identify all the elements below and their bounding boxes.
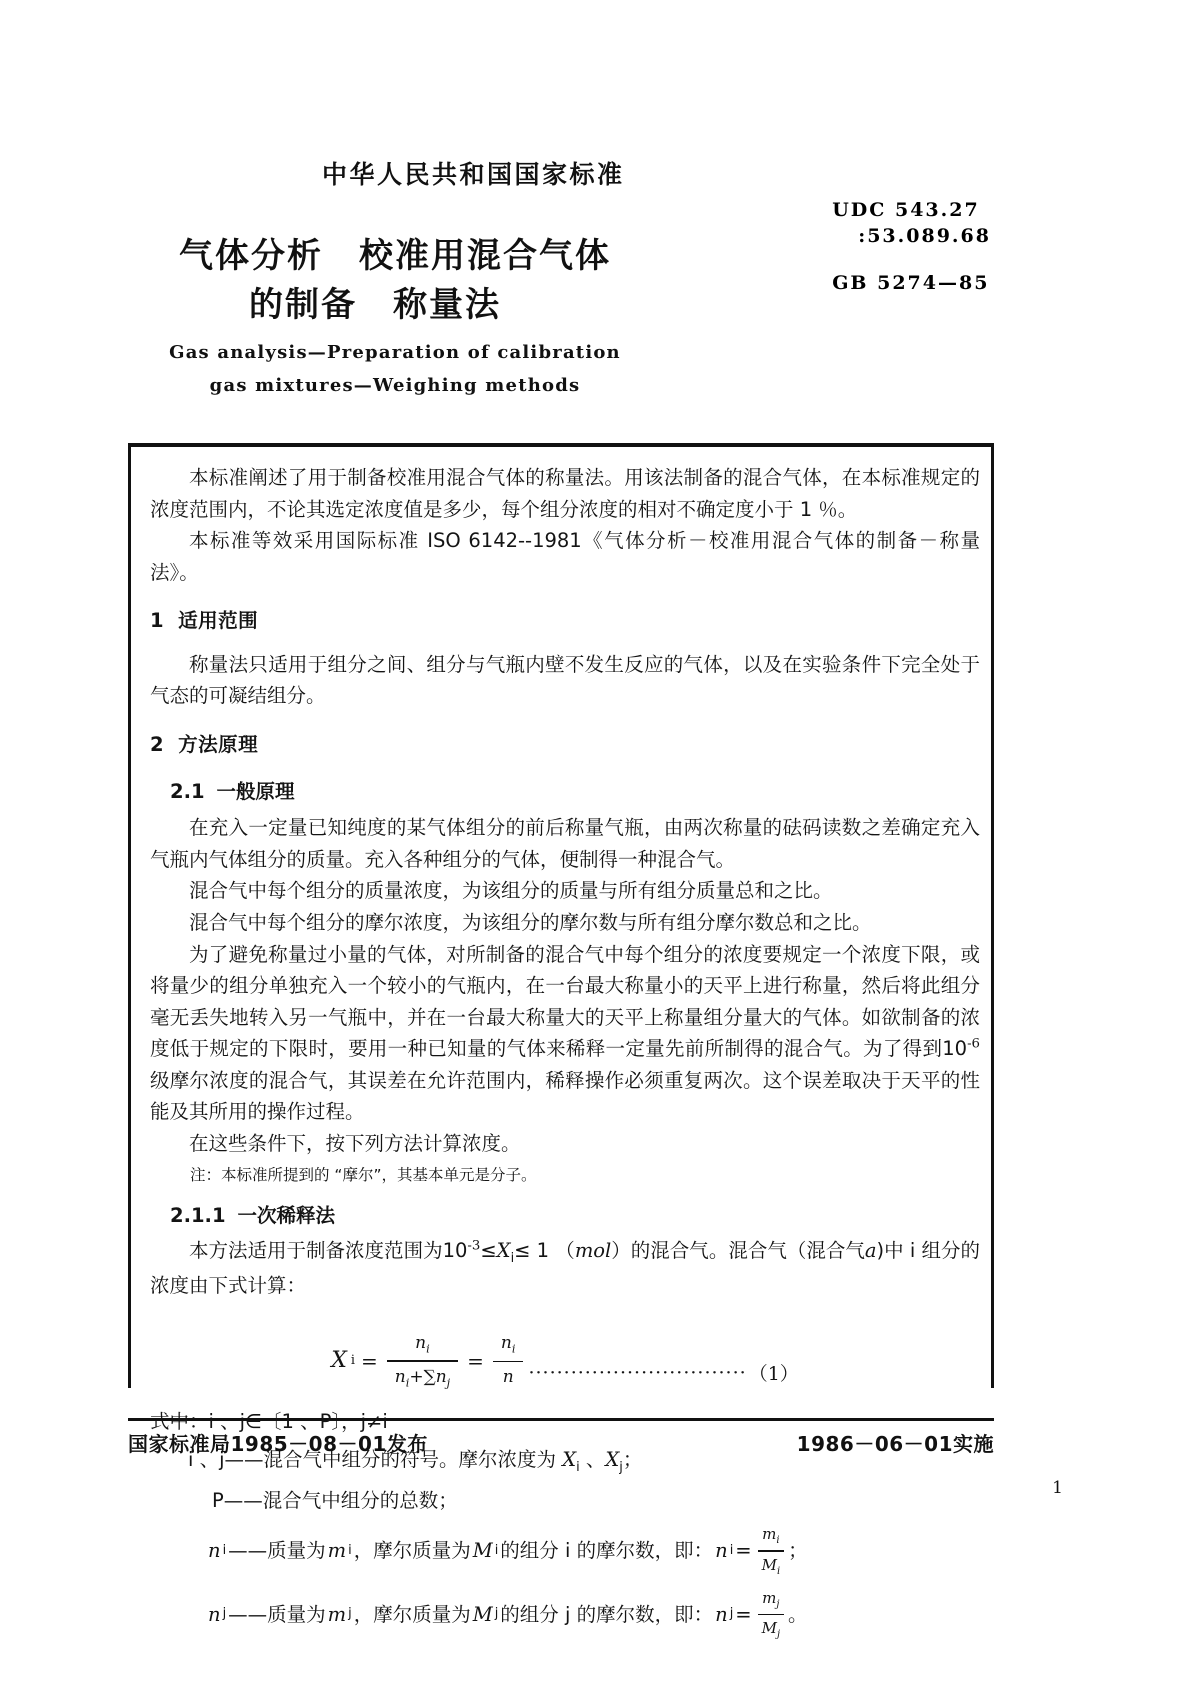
para4-part-a: 为了避免称量过小量的气体，对所制备的混合气中每个组分的浓度要规定一个浓度下限，或将量少的组分单独充入一个较小的气瓶内，在一台最大称量小的天平上进行称量，然后将此组分毫无丢失地转入另一气瓶中，并在一台最大称量大的天平上称量组分量大的气体。如欲制备的浓度低于规定的下限时，要用一种已知量的气体来稀释一定量先前所制得的混合气。为了得到10: [150, 942, 980, 1061]
section-1-paragraph-1: 称量法只适用于组分之间、组分与气瓶内壁不发生反应的气体，以及在实验条件下完全处于气态的可凝结组分。: [150, 652, 980, 708]
section-2-1-1-title: 一次稀释法: [237, 1203, 336, 1227]
definition-n-j: [150, 1586, 980, 1643]
formula-fraction-1: [387, 1330, 458, 1393]
def-nj-M: M: [472, 1602, 493, 1626]
s211-p1-b: ≤: [480, 1239, 497, 1263]
s211-p1-var-X: X: [496, 1239, 511, 1263]
formula-f2-numerator: [493, 1330, 524, 1361]
def-ij-var-Xi-sub: i: [576, 1459, 580, 1475]
s211-p1-a: 本方法适用于制备浓度范围为10: [189, 1239, 468, 1263]
gb-number: GB 5274—85: [832, 272, 990, 295]
where-label: 式中：i 、j∈〔1 、P〕，j≠i: [150, 1410, 388, 1434]
f1-den-plus: +: [409, 1366, 424, 1387]
section-2-1-note: 注：本标准所提到的 “摩尔”，其基本单元是分子。: [190, 1165, 537, 1184]
def-ni-frac-den: [758, 1552, 785, 1580]
title-cn-line-2: 的制备 称量法: [249, 285, 501, 326]
section-1-title: 适用范围: [178, 609, 259, 633]
def-ij-sep: 、: [579, 1447, 606, 1471]
def-ni-tail: ；: [788, 1539, 808, 1563]
def-nj-eq-lhs-sub: j: [729, 1606, 734, 1622]
frame-left-rule: [128, 443, 131, 1388]
formula-leader-dots: ·······························: [528, 1361, 747, 1384]
formula-fraction-2: [493, 1330, 524, 1392]
s211-p1-e: )中 i 组分的浓度由下式计算：: [150, 1239, 980, 1298]
intro-paragraph-2: 本标准等效采用国际标准 ISO 6142--1981《气体分析－校准用混合气体的制备－称量法》。: [150, 529, 980, 584]
def-ni-frac-num-m: m: [762, 1525, 777, 1544]
formula-equals-2: =: [467, 1348, 484, 1373]
def-ni-m: m: [327, 1539, 347, 1563]
def-ni-frac-num-sub: i: [776, 1535, 780, 1547]
footer-effective-date: 1986－06－01实施: [796, 1432, 994, 1456]
def-nj-frac-num-sub: j: [776, 1598, 780, 1610]
def-ij-tail: ；: [622, 1447, 643, 1471]
page-subtitle-english: [0, 336, 790, 403]
section-2-1-paragraph-5: 在这些条件下，按下列方法计算浓度。: [189, 1131, 521, 1155]
def-nj-M-sub: j: [494, 1606, 499, 1622]
def-ij-var-Xi: X: [562, 1447, 577, 1471]
section-2-1-1-number: 2.1.1: [170, 1203, 226, 1227]
def-ni-M-sub: i: [494, 1542, 499, 1558]
formula-lhs-sub: i: [350, 1352, 355, 1368]
def-ij-text: i 、j——混合气中组分的符号。摩尔浓度为: [188, 1447, 563, 1471]
f1-num-n: n: [415, 1332, 427, 1353]
def-ni-eq-lhs-sub: i: [729, 1542, 734, 1558]
formula-equals-1: =: [361, 1348, 378, 1373]
def-ni-text-c: 的组分 i 的摩尔数，即：: [500, 1539, 714, 1563]
def-nj-text-a: ——质量为: [228, 1602, 326, 1626]
def-ni-frac-num: [758, 1522, 783, 1550]
s211-p1-exponent: -3: [467, 1238, 481, 1254]
s211-p1-d: ）的混合气。混合气（混合气: [611, 1239, 865, 1263]
def-ni-m-sub: i: [348, 1542, 352, 1558]
f1-den-sigma: ∑: [423, 1366, 436, 1387]
formula-1: [150, 1330, 980, 1393]
title-en-line-2: gas mixtures—Weighing methods: [209, 375, 581, 397]
f2-num-n: n: [500, 1333, 512, 1354]
section-2-1-heading: [150, 776, 980, 808]
national-standard-label: 中华人民共和国国家标准: [322, 160, 625, 189]
f1-den-sub-j: j: [446, 1376, 451, 1390]
section-2-1-paragraph-3: 混合气中每个组分的摩尔浓度，为该组分的摩尔数与所有组分摩尔数总和之比。: [189, 910, 872, 934]
def-ni-eq-lhs: n: [715, 1539, 728, 1563]
def-nj-prefix: n: [208, 1602, 221, 1626]
def-nj-frac-num-m: m: [762, 1588, 777, 1607]
section-2-number: 2: [150, 733, 165, 757]
def-ni-eq-sign: =: [735, 1539, 752, 1563]
para4-exponent: -6: [967, 1036, 980, 1052]
section-2-title: 方法原理: [178, 733, 259, 757]
def-ni-frac-den-M: M: [761, 1555, 777, 1574]
s211-p1-mol: mol: [574, 1239, 612, 1263]
formula-number: （1）: [748, 1362, 799, 1385]
def-nj-m-sub: j: [348, 1606, 352, 1622]
def-ni-fraction: [758, 1522, 785, 1579]
s211-p1-var-sub: i: [510, 1251, 515, 1267]
def-nj-prefix-sub: j: [222, 1606, 227, 1622]
section-2-heading: [150, 729, 980, 761]
def-nj-text-b: ，摩尔质量为: [353, 1602, 471, 1626]
f1-den-n: n: [394, 1366, 406, 1387]
formula-f2-denominator: n: [502, 1367, 514, 1388]
section-2-1-number: 2.1: [170, 779, 205, 803]
formula-f1-numerator: [407, 1330, 438, 1361]
f1-den-nj: n: [435, 1366, 447, 1387]
section-2-1-title: 一般原理: [216, 779, 295, 803]
def-nj-m: m: [327, 1602, 347, 1626]
frame-right-rule: [991, 443, 994, 1388]
para4-part-b: 级摩尔浓度的混合气，其误差在允许范围内，稀释操作必须重复两次。这个误差取决于天平的性能及其所用的操作过程。: [150, 1068, 980, 1124]
def-ni-text-a: ——质量为: [228, 1539, 326, 1563]
def-nj-eq-sign: =: [735, 1602, 752, 1626]
section-2-1-1-paragraph-1: [150, 1235, 980, 1301]
section-2-1-paragraph-2: 混合气中每个组分的质量浓度，为该组分的质量与所有组分质量总和之比。: [189, 879, 833, 903]
definition-n-i: [150, 1522, 980, 1579]
def-ni-prefix: n: [208, 1539, 221, 1563]
standard-code-block: [832, 198, 991, 297]
section-2-1-paragraph-4: [150, 939, 980, 1128]
f2-num-sub: i: [511, 1342, 516, 1356]
formula-f1-denominator: [387, 1362, 458, 1393]
def-nj-text-c: 的组分 j 的摩尔数，即：: [500, 1602, 714, 1626]
def-ni-text-b: ，摩尔质量为: [353, 1539, 471, 1563]
def-nj-eq-lhs: n: [715, 1602, 728, 1626]
footer-issued-date: 国家标准局1985－08－01发布: [128, 1432, 428, 1456]
def-ij-var-Xj-sub: j: [619, 1459, 623, 1475]
document-body: [150, 462, 980, 1649]
f1-den-sub-i: i: [405, 1376, 410, 1390]
udc-line-1: UDC 543.27: [832, 199, 980, 221]
def-ni-M: M: [472, 1539, 493, 1563]
def-ni-prefix-sub: i: [222, 1542, 227, 1558]
def-nj-frac-den-M: M: [761, 1619, 777, 1638]
intro-paragraph-1: 本标准阐述了用于制备校准用混合气体的称量法。用该法制备的混合气体，在本标准规定的浓度范围内，不论其选定浓度值是多少，每个组分浓度的相对不确定度小于 1 ％。: [150, 466, 980, 521]
def-nj-frac-den-sub: j: [776, 1629, 781, 1641]
definition-P: P——混合气中组分的总数；: [212, 1488, 458, 1512]
def-ni-frac-den-sub: i: [776, 1565, 781, 1577]
def-nj-frac-den: [758, 1615, 784, 1643]
page-number: 1: [1052, 1478, 1063, 1498]
section-1-heading: [150, 605, 980, 637]
udc-line-2: :53.089.68: [858, 224, 991, 247]
def-nj-fraction: [758, 1586, 784, 1643]
f1-num-sub: i: [426, 1342, 430, 1356]
title-en-line-1: Gas analysis—Preparation of calibration: [169, 342, 621, 363]
def-ij-var-Xj: X: [605, 1447, 620, 1471]
section-2-1-1-heading: [150, 1200, 980, 1232]
def-nj-tail: 。: [788, 1602, 808, 1626]
s211-p1-c: ≤ 1 （: [514, 1239, 575, 1263]
def-nj-frac-num: [758, 1586, 783, 1614]
formula-lhs-var: X: [331, 1348, 347, 1374]
section-1-number: 1: [150, 609, 165, 633]
header-divider-rule: [128, 443, 994, 447]
page-title: [0, 232, 790, 331]
s211-p1-a-label: a: [864, 1239, 877, 1263]
title-cn-line-1: 气体分析 校准用混合气体: [179, 236, 611, 276]
page-footer: [128, 1428, 994, 1457]
section-2-1-paragraph-1: 在充入一定量已知纯度的某气体组分的前后称量气瓶，由两次称量的砝码读数之差确定充入气瓶内气体组分的质量。充入各种组分的气体，便制得一种混合气。: [150, 816, 980, 871]
